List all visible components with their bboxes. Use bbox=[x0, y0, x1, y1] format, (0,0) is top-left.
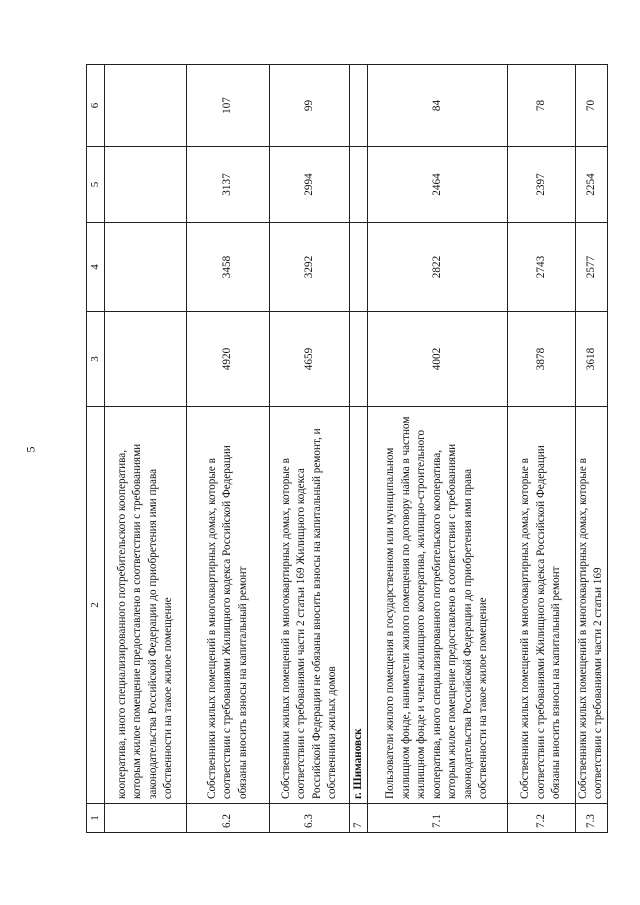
row-description: кооператива, иного специализированного потребительского кооператива, которым жилое помещение предоставлено в соответствии с требованиями законодательства Российской Федерации до приобретения ими права собственности на такое жилое помещение bbox=[105, 407, 187, 804]
table-row bbox=[368, 65, 508, 833]
row-number bbox=[105, 804, 187, 833]
value-col-4: 2822 bbox=[368, 223, 508, 312]
value-col-6 bbox=[350, 65, 368, 147]
value-col-6 bbox=[105, 65, 187, 147]
value-col-6: 78 bbox=[508, 65, 576, 147]
value-col-3: 3618 bbox=[576, 312, 608, 407]
row-description: Собственники жилых помещений в многоквартирных домах, которые в соответствии с требованиями части 2 статьи 169 bbox=[576, 407, 608, 804]
tariff-table bbox=[86, 64, 608, 833]
row-number: 7.1 bbox=[368, 804, 508, 833]
row-number: 7.3 bbox=[576, 804, 608, 833]
header-row bbox=[87, 65, 105, 833]
table-row bbox=[508, 65, 576, 833]
value-col-5: 2994 bbox=[270, 147, 350, 223]
row-number: 6.2 bbox=[187, 804, 270, 833]
value-col-5: 2464 bbox=[368, 147, 508, 223]
row-description: Собственники жилых помещений в многоквартирных домах, которые в соответствии с требованиями Жилищного кодекса Российской Федерации обязаны вносить взносы на капитальный ремонт bbox=[187, 407, 270, 804]
value-col-6: 70 bbox=[576, 65, 608, 147]
value-col-3: 4920 bbox=[187, 312, 270, 407]
header-cell-3: 3 bbox=[87, 312, 105, 407]
header-cell-5: 5 bbox=[87, 147, 105, 223]
value-col-6: 107 bbox=[187, 65, 270, 147]
value-col-5 bbox=[350, 147, 368, 223]
header-cell-6: 6 bbox=[87, 65, 105, 147]
value-col-5: 2254 bbox=[576, 147, 608, 223]
row-description: Пользователи жилого помещения в государственном или муниципальном жилищном фонде, наниматели жилого помещения по договору найма в частном жилищном фонде и члены жилищного кооператива, жилищно-строительного кооператива, иного специализированного потребительского кооператива, которым жилое помещение предоставлено в соответствии с требованиями законодательства Российской Федерации до приобретения ими права собственности на такое жилое помещение bbox=[368, 407, 508, 804]
table-row bbox=[270, 65, 350, 833]
row-number: 7.2 bbox=[508, 804, 576, 833]
value-col-3 bbox=[350, 312, 368, 407]
value-col-6: 99 bbox=[270, 65, 350, 147]
value-col-4: 3292 bbox=[270, 223, 350, 312]
row-number: 7 bbox=[350, 804, 368, 833]
table-row-city bbox=[350, 65, 368, 833]
value-col-5: 3137 bbox=[187, 147, 270, 223]
value-col-4 bbox=[350, 223, 368, 312]
rotated-table-frame bbox=[86, 65, 605, 833]
table-row bbox=[576, 65, 608, 833]
table-row bbox=[105, 65, 187, 833]
value-col-4 bbox=[105, 223, 187, 312]
value-col-3: 3878 bbox=[508, 312, 576, 407]
row-number: 6.3 bbox=[270, 804, 350, 833]
row-description: Собственники жилых помещений в многоквартирных домах, которые в соответствии с требованиями части 2 статьи 169 Жилищного кодекса Российской Федерации не обязаны вносить взносы на капитальный ремонт, и собственники жилых домов bbox=[270, 407, 350, 804]
header-cell-1: 1 bbox=[87, 804, 105, 833]
row-description: Собственники жилых помещений в многоквартирных домах, которые в соответствии с требованиями Жилищного кодекса Российской Федерации обязаны вносить взносы на капитальный ремонт bbox=[508, 407, 576, 804]
value-col-3 bbox=[105, 312, 187, 407]
table-row bbox=[187, 65, 270, 833]
value-col-6: 84 bbox=[368, 65, 508, 147]
header-cell-2: 2 bbox=[87, 407, 105, 804]
value-col-4: 2743 bbox=[508, 223, 576, 312]
value-col-5: 2397 bbox=[508, 147, 576, 223]
value-col-5 bbox=[105, 147, 187, 223]
city-heading: г. Шимановск bbox=[350, 407, 368, 804]
page-number: 5 bbox=[23, 446, 38, 453]
value-col-4: 3458 bbox=[187, 223, 270, 312]
value-col-3: 4002 bbox=[368, 312, 508, 407]
value-col-3: 4659 bbox=[270, 312, 350, 407]
header-cell-4: 4 bbox=[87, 223, 105, 312]
rotated-table-content bbox=[86, 65, 605, 833]
value-col-4: 2577 bbox=[576, 223, 608, 312]
